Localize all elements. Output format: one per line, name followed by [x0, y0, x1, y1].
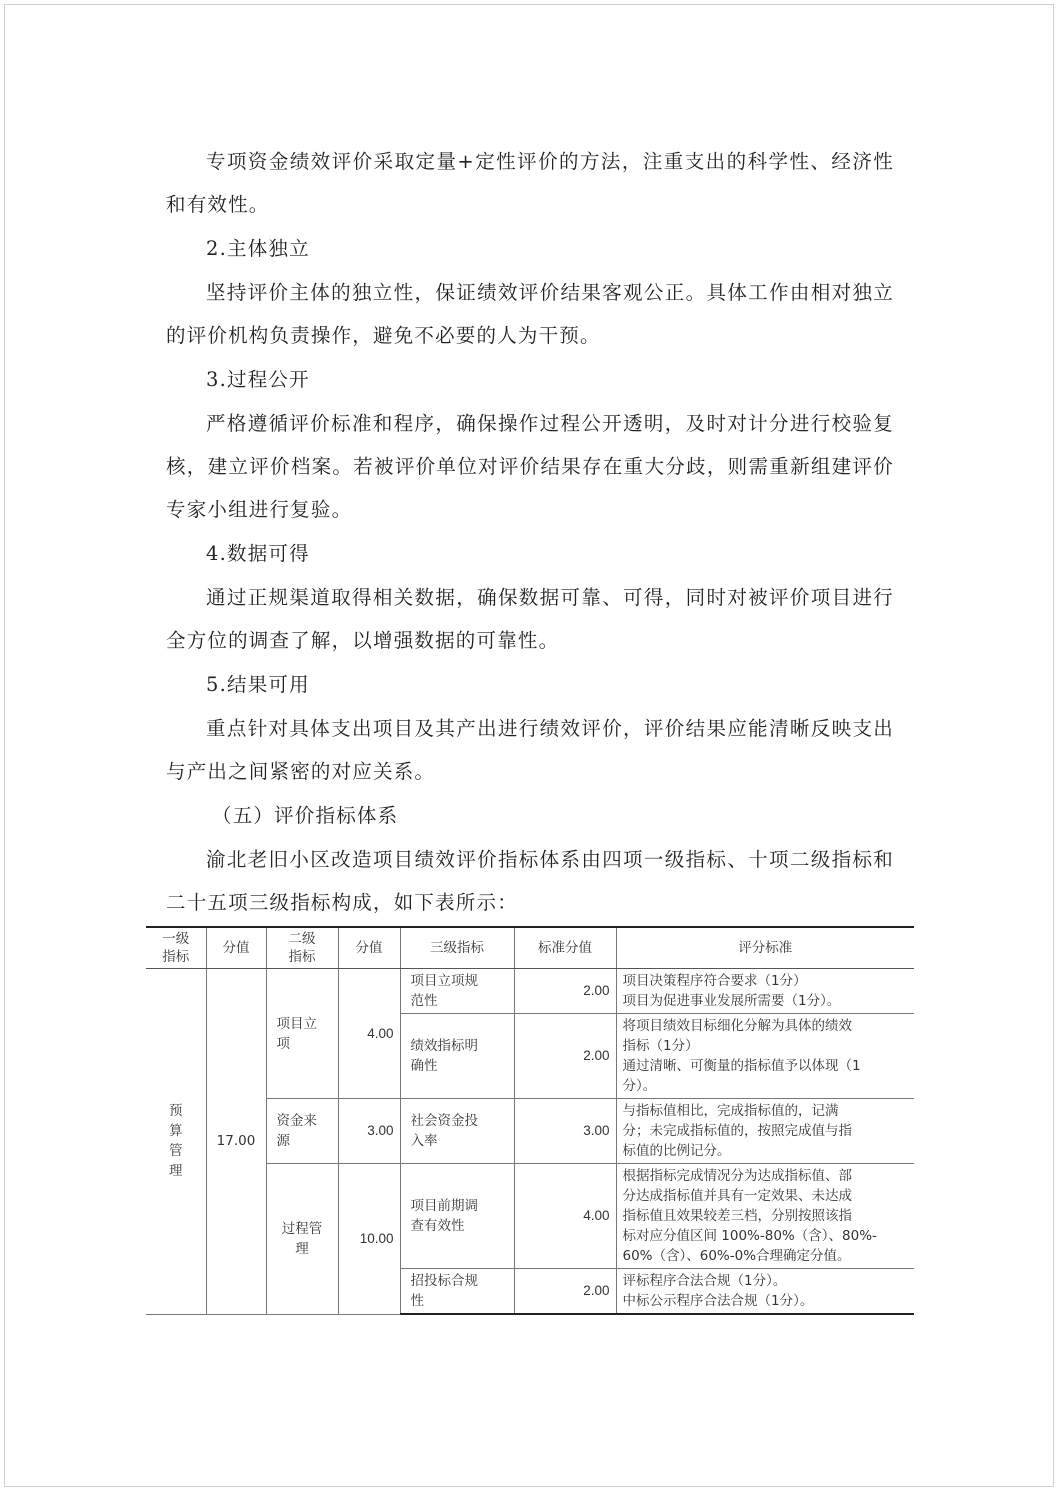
level3-score-cell: 2.00: [514, 1269, 616, 1315]
paragraph-data-available: 通过正规渠道取得相关数据，确保数据可靠、可得，同时对被评价项目进行全方位的调查了解，以增强数据的可靠性。: [166, 586, 894, 652]
level3-name-cell: 项目前期调 查有效性: [400, 1164, 514, 1269]
header-score1: 分值: [206, 927, 266, 969]
heading-data-available: 4.数据可得: [206, 542, 310, 565]
indicator-table: [146, 926, 914, 1315]
level3-score-cell: 2.00: [514, 1014, 616, 1099]
section-heading-indicator-system: （五）评价指标体系: [212, 804, 399, 827]
table-header-row: [146, 927, 914, 969]
level3-score-cell: 3.00: [514, 1099, 616, 1164]
level3-name-cell: 项目立项规 范性: [400, 969, 514, 1014]
paragraph-independence: 坚持评价主体的独立性，保证绩效评价结果客观公正。具体工作由相对独立的评价机构负责操作，避免不必要的人为干预。: [166, 281, 894, 347]
header-standard-score: 标准分值: [514, 927, 616, 969]
paragraph-method: 专项资金绩效评价采取定量+定性评价的方法，注重支出的科学性、经济性和有效性。: [166, 150, 894, 216]
heading-process-open: 3.过程公开: [206, 368, 310, 391]
level2-name-cell: 过程管 理: [266, 1164, 338, 1315]
header-score2: 分值: [338, 927, 400, 969]
level3-name-cell: 绩效指标明 确性: [400, 1014, 514, 1099]
document-body: [166, 140, 894, 925]
heading-result-usable: 5.结果可用: [206, 673, 310, 696]
header-criteria: 评分标准: [616, 927, 914, 969]
level3-name-cell: 招投标合规 性: [400, 1269, 514, 1315]
paragraph-indicator-system: 渝北老旧小区改造项目绩效评价指标体系由四项一级指标、十项二级指标和二十五项三级指标构成，如下表所示：: [166, 848, 894, 914]
level1-name-cell: 预 算 管 理: [146, 969, 206, 1315]
level3-name-cell: 社会资金投 入率: [400, 1099, 514, 1164]
criteria-cell: 将项目绩效目标细化分解为具体的绩效 指标（1分） 通过清晰、可衡量的指标值予以体现（1 分）。: [616, 1014, 914, 1099]
level3-score-cell: 4.00: [514, 1164, 616, 1269]
level2-name-cell: 项目立 项: [266, 969, 338, 1099]
criteria-cell: 根据指标完成情况分为达成指标值、部 分达成指标值并具有一定效果、未达成 指标值且效果较差三档，分别按照该指 标对应分值区间 100%-80%（含）、80%- 60%（含）、60%-0%合理确定分值。: [616, 1164, 914, 1269]
header-level1: 一级 指标: [146, 927, 206, 969]
criteria-cell: 项目决策程序符合要求（1分） 项目为促进事业发展所需要（1分）。: [616, 969, 914, 1014]
heading-subject-independence: 2.主体独立: [206, 237, 310, 260]
level1-score-cell: 17.00: [206, 969, 266, 1315]
paragraph-process-open: 严格遵循评价标准和程序，确保操作过程公开透明，及时对计分进行校验复核，建立评价档案。若被评价单位对评价结果存在重大分歧，则需重新组建评价专家小组进行复验。: [166, 412, 894, 521]
header-level2: 二级 指标: [266, 927, 338, 969]
level2-score-cell: 10.00: [338, 1164, 400, 1315]
header-level3: 三级指标: [400, 927, 514, 969]
level2-name-cell: 资金来 源: [266, 1099, 338, 1164]
criteria-cell: 与指标值相比，完成指标值的，记满 分；未完成指标值的，按照完成值与指 标值的比例记分。: [616, 1099, 914, 1164]
criteria-cell: 评标程序合法合规（1分）。 中标公示程序合法合规（1分）。: [616, 1269, 914, 1315]
level3-score-cell: 2.00: [514, 969, 616, 1014]
level2-score-cell: 3.00: [338, 1099, 400, 1164]
paragraph-result-usable: 重点针对具体支出项目及其产出进行绩效评价，评价结果应能清晰反映支出与产出之间紧密的对应关系。: [166, 717, 894, 783]
table-row: [146, 969, 914, 1014]
level2-score-cell: 4.00: [338, 969, 400, 1099]
